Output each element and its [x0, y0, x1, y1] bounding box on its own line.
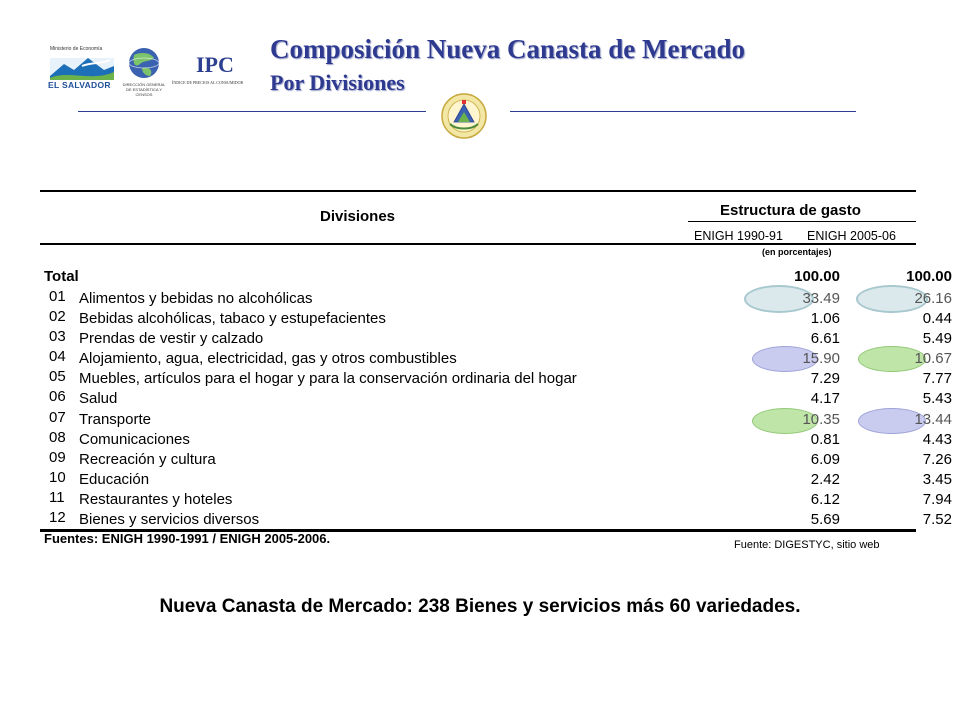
ipc-logo — [172, 46, 262, 90]
value-1990: 4.17 — [810, 390, 840, 407]
value-2005: 5.43 — [922, 390, 952, 407]
total-row — [40, 268, 952, 288]
sources-note: Fuentes: ENIGH 1990-1991 / ENIGH 2005-2006. — [44, 531, 331, 546]
division-number: 10 — [49, 469, 66, 486]
total-value-2005: 100.00 — [906, 268, 952, 285]
el-salvador-word: EL SALVADOR — [48, 80, 111, 90]
table-row — [40, 429, 952, 449]
division-number: 04 — [49, 348, 66, 365]
division-label: Salud — [79, 390, 118, 407]
total-value-1990: 100.00 — [794, 268, 840, 285]
value-2005: 13.44 — [914, 411, 952, 428]
division-number: 12 — [49, 509, 66, 526]
value-1990: 1.06 — [810, 310, 840, 327]
coat-of-arms-icon — [440, 92, 488, 140]
value-1990: 6.12 — [810, 491, 840, 508]
division-label: Recreación y cultura — [79, 451, 216, 468]
value-2005: 3.45 — [922, 471, 952, 488]
value-2005: 10.67 — [914, 350, 952, 367]
division-number: 06 — [49, 388, 66, 405]
table-row — [40, 388, 952, 408]
table-row — [40, 328, 952, 348]
table-row — [40, 368, 952, 388]
division-label: Prendas de vestir y calzado — [79, 330, 264, 347]
ipc-sub: ÍNDICE DE PRECIOS AL CONSUMIDOR — [172, 80, 244, 85]
value-1990: 33.49 — [802, 290, 840, 307]
source-credit: Fuente: DIGESTYC, sitio web — [734, 539, 880, 551]
division-label: Bienes y servicios diversos — [79, 511, 260, 528]
header-bottom-rule — [40, 243, 916, 245]
value-2005: 26.16 — [914, 290, 952, 307]
division-label: Bebidas alcohólicas, tabaco y estupefacientes — [79, 310, 386, 327]
digestyc-caption: DIRECCIÓN GENERAL DE ESTADÍSTICA Y CENSOS — [122, 82, 166, 97]
division-label: Muebles, artículos para el hogar y para la conservación ordinaria del hogar — [79, 370, 577, 387]
value-1990: 6.09 — [810, 451, 840, 468]
page-subtitle: Por Divisiones — [270, 70, 405, 95]
value-1990: 6.61 — [810, 330, 840, 347]
column-header-estructura: Estructura de gasto — [720, 202, 861, 219]
digestyc-logo — [120, 46, 168, 97]
table-row — [40, 449, 952, 469]
table-row — [40, 489, 952, 509]
table-row — [40, 409, 952, 429]
ministry-caption: Ministerio de Economía — [50, 46, 103, 52]
value-1990: 7.29 — [810, 370, 840, 387]
division-number: 09 — [49, 449, 66, 466]
table-row — [40, 308, 952, 328]
summary-note: Nueva Canasta de Mercado: 238 Bienes y servicios más 60 variedades. — [159, 596, 801, 617]
table-row — [40, 509, 952, 529]
value-2005: 7.94 — [922, 491, 952, 508]
page-title: Composición Nueva Canasta de Mercado — [270, 34, 745, 64]
value-1990: 2.42 — [810, 471, 840, 488]
unit-label: (en porcentajes) — [762, 247, 832, 257]
total-label: Total — [44, 268, 79, 285]
division-label: Comunicaciones — [79, 431, 190, 448]
column-header-divisiones: Divisiones — [320, 208, 396, 225]
value-2005: 0.44 — [922, 310, 952, 327]
column-header-enigh-1990: ENIGH 1990-91 — [694, 229, 783, 243]
division-label: Restaurantes y hoteles — [79, 491, 233, 508]
globe-icon — [120, 46, 168, 82]
value-2005: 4.43 — [922, 431, 952, 448]
value-2005: 7.77 — [922, 370, 952, 387]
value-1990: 0.81 — [810, 431, 840, 448]
subheader-rule — [688, 221, 916, 222]
division-number: 11 — [49, 489, 65, 506]
division-label: Alojamiento, agua, electricidad, gas y otros combustibles — [79, 350, 457, 367]
column-header-enigh-2005: ENIGH 2005-06 — [807, 229, 896, 243]
value-2005: 5.49 — [922, 330, 952, 347]
header-divider-left — [78, 111, 426, 112]
table-row — [40, 348, 952, 368]
division-number: 07 — [49, 409, 66, 426]
division-number: 01 — [49, 288, 66, 305]
division-number: 05 — [49, 368, 66, 385]
division-number: 08 — [49, 429, 66, 446]
division-label: Transporte — [79, 411, 151, 428]
value-1990: 15.90 — [802, 350, 840, 367]
division-label: Educación — [79, 471, 150, 488]
division-number: 03 — [49, 328, 66, 345]
division-label: Alimentos y bebidas no alcohólicas — [79, 290, 313, 307]
value-2005: 7.26 — [922, 451, 952, 468]
table-row — [40, 288, 952, 308]
coat-of-arms — [440, 92, 488, 140]
value-2005: 7.52 — [922, 511, 952, 528]
value-1990: 5.69 — [810, 511, 840, 528]
value-1990: 10.35 — [802, 411, 840, 428]
el-salvador-logo — [48, 46, 116, 94]
division-number: 02 — [49, 308, 66, 325]
table-top-rule — [40, 190, 916, 192]
header-divider-right — [510, 111, 856, 112]
ipc-label: IPC — [196, 52, 234, 77]
table-row — [40, 469, 952, 489]
